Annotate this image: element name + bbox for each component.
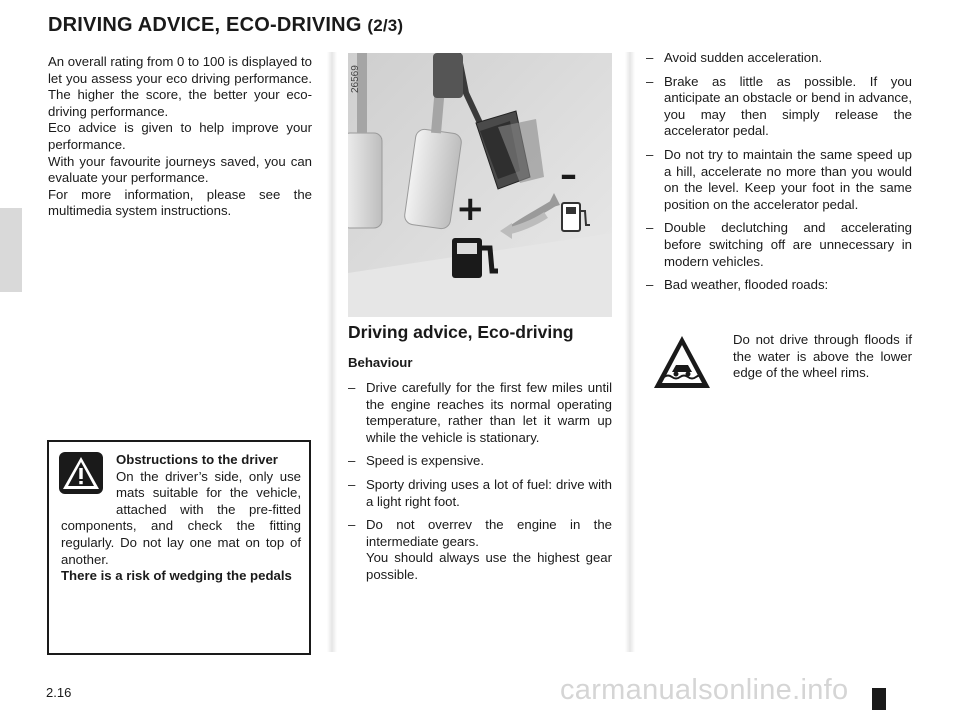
page-number: 2.16 bbox=[46, 685, 72, 700]
intro-paragraph: An overall rating from 0 to 100 is displayed to let you assess your eco driving performance. The higher the score, the better your eco-driving performance. bbox=[48, 54, 312, 119]
list-item-text: Sporty driving uses a lot of fuel: drive with a light right foot. bbox=[366, 476, 612, 509]
flood-warning-text: Do not drive through floods if the water is above the lower edge of the wheel rims. bbox=[733, 332, 912, 381]
list-item-text: Avoid sudden acceleration. bbox=[664, 50, 823, 65]
dash: – bbox=[646, 277, 654, 293]
figure-code: 26569 bbox=[350, 65, 361, 93]
list-item bbox=[348, 517, 612, 583]
obstruction-warning-box bbox=[47, 440, 311, 655]
dash: – bbox=[646, 220, 654, 236]
list-item bbox=[348, 453, 612, 470]
advice-list bbox=[646, 50, 912, 301]
chapter-tab bbox=[0, 208, 22, 292]
list-item bbox=[646, 50, 912, 67]
list-item bbox=[646, 147, 912, 213]
list-item bbox=[646, 220, 912, 270]
minus-symbol: – bbox=[560, 155, 577, 195]
list-item bbox=[646, 74, 912, 140]
column-divider bbox=[625, 52, 635, 652]
warning-text bbox=[61, 452, 301, 585]
dash: – bbox=[646, 146, 654, 162]
list-item-text: Bad weather, flooded roads: bbox=[664, 277, 829, 293]
dash: – bbox=[646, 50, 654, 65]
list-item-text: Drive carefully for the first few miles until the engine reaches its normal operating temperature, rather than let it warm up while the vehicle is stationary. bbox=[366, 380, 612, 445]
warning-emphasis: There is a risk of wedging the pedals bbox=[61, 568, 292, 584]
dash: – bbox=[348, 476, 356, 492]
page-title bbox=[48, 14, 403, 37]
intro-paragraph: For more information, please see the multimedia system instructions. bbox=[48, 186, 312, 219]
list-item bbox=[646, 277, 912, 294]
dash: – bbox=[348, 380, 356, 395]
pedals-illustration bbox=[348, 53, 612, 317]
warning-heading: Obstructions to the driver bbox=[116, 452, 278, 467]
list-item-text: Brake as little as possible. If you anticipate an obstacle or bend in advance, you may then simply release the accelerator pedal. bbox=[664, 73, 912, 139]
dash: – bbox=[348, 517, 356, 533]
list-item-text: Speed is expensive. bbox=[366, 453, 485, 469]
intro-paragraph: Eco advice is given to help improve your performance. bbox=[48, 120, 312, 152]
flooded-road-warning-icon bbox=[652, 334, 712, 390]
section-subheading: Behaviour bbox=[348, 355, 413, 370]
intro-paragraph: With your favourite journeys saved, you can evaluate your performance. bbox=[48, 153, 312, 186]
list-item-text: You should always use the highest gear possible. bbox=[366, 550, 612, 582]
list-item-text: Double declutching and accelerating before switching off are unnecessary in modern vehicles. bbox=[664, 220, 912, 269]
warning-body: On the driver’s side, only use mats suitable for the vehicle, attached with the pre-fitted components, and check the fitting regularly. Do not lay one mat on top of another. bbox=[61, 468, 301, 567]
corner-mark bbox=[872, 688, 886, 710]
behaviour-list bbox=[348, 380, 612, 591]
list-item bbox=[348, 380, 612, 446]
intro-text bbox=[48, 54, 312, 220]
dash: – bbox=[646, 73, 654, 89]
list-item-text: Do not try to maintain the same speed up a hill, accelerate no more than you would on the level. Keep your foot in the same position on the accelerator pedal. bbox=[664, 146, 912, 212]
dash: – bbox=[348, 453, 356, 469]
watermark: carmanualsonline.info bbox=[560, 674, 849, 706]
list-item bbox=[348, 477, 612, 510]
plus-symbol: + bbox=[456, 189, 485, 229]
section-heading: Driving advice, Eco-driving bbox=[348, 322, 574, 342]
column-divider bbox=[327, 52, 337, 652]
list-item-text: Do not overrev the engine in the intermediate gears. bbox=[366, 517, 612, 549]
title-text: DRIVING ADVICE, ECO-DRIVING bbox=[48, 14, 362, 36]
title-part: (2/3) bbox=[367, 16, 404, 35]
